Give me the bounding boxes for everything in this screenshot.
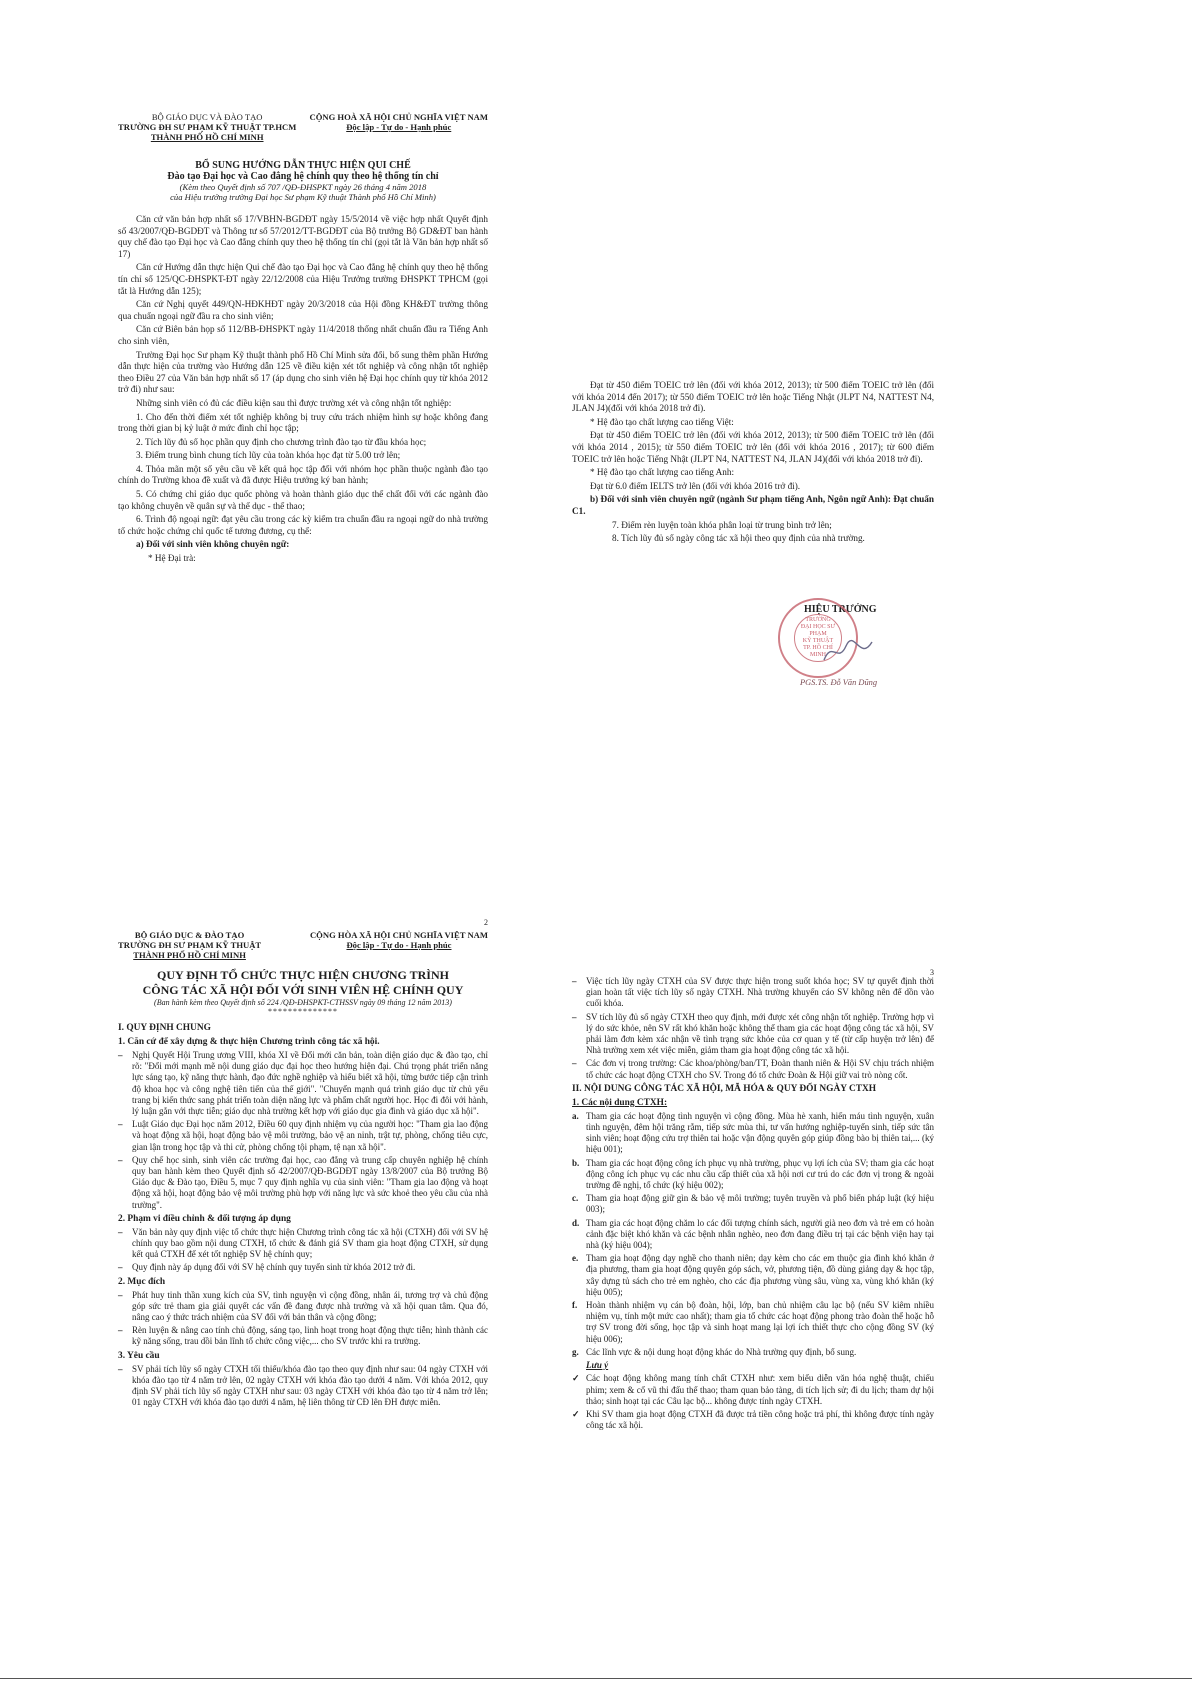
paragraph: Những sinh viên có đủ các điều kiện sau thì được trường xét và công nhận tốt nghiệp:: [136, 397, 452, 408]
list-item: – SV tích lũy đủ số ngày CTXH theo quy định, mới được xét công nhận tốt nghiệp. Trường hợp vì lý do sức khỏe, nên SV rất khó khăn hoặc không thể tham gia các hoạt động công tác xã hội, SV phải làm đơn kèm xác nhận về tình trạng sức khỏe của cơ quan y tế (từ cấp huyện trở lên) để Nhà trường xem xét việc miễn, giảm tham gia hoạt động công tác xã hội.: [572, 1011, 934, 1056]
paragraph: 8. Tích lũy đủ số ngày công tác xã hội theo quy định của nhà trường.: [612, 533, 865, 544]
lettered-item: [572, 1218, 934, 1252]
country-name: CỘNG HOÀ XÃ HỘI CHỦ NGHĨA VIỆT NAM: [309, 112, 488, 122]
paragraph: b) Đối với sinh viên chuyên ngữ (ngành Sư phạm tiếng Anh, Ngôn ngữ Anh): Đạt chuẩn C1.: [572, 494, 934, 516]
lettered-item: [572, 1347, 934, 1358]
item-text: Tham gia các hoạt động chăm lo các đối tượng chính sách, người già neo đơn và trẻ em có hoàn cảnh đặc biệt khó khăn và các bệnh nhân nghèo, neo đơn đang điều trị tại các bệnh viện hay tại nhà (ký hiệu 004);: [586, 1217, 934, 1251]
list-item-text: SV phải tích lũy số ngày CTXH tối thiểu/khóa đào tạo theo quy định như sau: 04 ngày CTXH với khóa đào tạo từ 4 năm trở lên, 02 ngày CTXH với khóa đào tạo dưới 4 năm. Với khóa 2012, quy định SV phải tích lũy số ngày CTXH như sau: 03 ngày CTXH với khóa đào tạo từ 4 năm trở lên; 01 ngày CTXH với khóa đào tạo dưới 4 năm, hệ liên thông từ CĐ lên ĐH được miễn.: [132, 1363, 488, 1408]
list-item: – Quy định này áp dụng đối với SV hệ chính quy tuyển sinh từ khóa 2012 trở đi.: [118, 1262, 488, 1273]
check-item: [572, 1409, 934, 1431]
school-name: TRƯỜNG ĐH SƯ PHẠM KỸ THUẬT: [118, 940, 262, 950]
check-item-text: Khi SV tham gia hoạt động CTXH đã được trả tiền công hoặc trả phí, thì không được tính ngày công tác xã hội.: [586, 1408, 934, 1431]
lettered-item: [572, 1111, 934, 1156]
list-item-text: Luật Giáo dục Đại học năm 2012, Điều 60 quy định nhiệm vụ của người học: "Tham gia lao động và hoạt động xã hội, hoạt động bảo vệ môi trường, bảo vệ an ninh, trật tự, phòng, chống tiêu cực, gian lận trong học tập và thi cử, phòng chống tội phạm, tệ nạn xã hội".: [132, 1119, 488, 1152]
stamp-line: ĐẠI HỌC SƯ PHẠM: [800, 624, 836, 637]
list-item: – Rèn luyện & nâng cao tính chủ động, sáng tạo, linh hoạt trong hoạt động thực tiễn; hình thành các kỹ năng sống, trau dồi bản lĩnh tổ chức công việc,... cho SV trước khi ra trường.: [118, 1325, 488, 1347]
page-2: [572, 380, 934, 700]
paragraph: Trường Đại học Sư phạm Kỹ thuật thành phố Hồ Chí Minh sửa đổi, bổ sung thêm phần Hướng dẫn thực hiện của trường vào Hướng dẫn 125 về điều kiện xét tốt nghiệp và công nhận tốt nghiệp theo Điều 27 của Văn bản hợp nhất số 17 (áp dụng cho sinh viên hệ Đại học chính quy từ khóa 2012 trở đi) như sau:: [118, 349, 488, 395]
item-marker: g.: [572, 1346, 579, 1357]
check-item: [572, 1373, 934, 1407]
section-heading: II. NỘI DUNG CÔNG TÁC XÃ HỘI, MÃ HÓA & QUY ĐỔI NGÀY CTXH: [572, 1083, 877, 1094]
section-heading: I. QUY ĐỊNH CHUNG: [118, 1023, 211, 1033]
school-city: THÀNH PHỐ HỒ CHÍ MINH: [133, 950, 246, 960]
signature-scribble: [820, 636, 880, 666]
section-heading: 1. Căn cứ để xây dựng & thực hiện Chương trình công tác xã hội.: [118, 1037, 380, 1047]
item-marker: b.: [572, 1157, 580, 1168]
item-text: Tham gia hoạt động dạy nghề cho thanh niên; dạy kèm cho các em thuộc gia đình khó khăn ở địa phương, tham gia hoạt động quyên góp sách, vở, phương tiện, đồ dùng giảng dạy & học tập, xây dựng tủ sách cho trẻ em nghèo, cho các địa phương vùng sâu, vùng xa, vùng khó khăn (ký hiệu 005);: [586, 1253, 934, 1297]
list-item: – Nghị Quyết Hội Trung ương VIII, khóa XI về Đổi mới căn bản, toàn diện giáo dục & đào tạo, chỉ rõ: "Đổi mới mạnh mẽ nội dung giáo dục đại học theo hướng hiện đại. Chú trọng phát triển năng lực sáng tạo, kỹ năng thực hành, đạo đức nghề nghiệp và hiểu biết xã hội, từng bước tiếp cận trình độ khoa học và công nghệ tiên tiến của thế giới". "Chuyển mạnh quá trình giáo dục từ chủ yếu trang bị kiến thức sang phát triển toàn diện năng lực và phẩm chất người học. Học đi đôi với hành, lý luận gắn với thực tiễn; giáo dục nhà trường kết hợp với giáo dục gia đình và giáo dục xã hội".: [118, 1050, 488, 1117]
item-text: Hoàn thành nhiệm vụ cán bộ đoàn, hội, lớp, ban chủ nhiệm câu lạc bộ (nếu SV kiêm nhiều nhiệm vụ, tính một mức cao nhất); tham gia tổ chức các hoạt động phong trào đoàn thể hoặc hỗ trợ SV trong đời sống, học tập và sinh hoạt mang lại lợi ích thiết thực cho cộng đồng SV (ký hiệu 006);: [586, 1300, 934, 1344]
header-left: [118, 930, 261, 960]
page-1-header: [118, 112, 488, 142]
check-icon: ✓: [572, 1373, 580, 1384]
he-dai-tra: * Hệ Đại trà:: [148, 553, 196, 564]
paragraph: 3. Điểm trung bình chung tích lũy của toàn khóa học đạt từ 5.00 trở lên;: [136, 450, 401, 461]
paragraph: 6. Trình độ ngoại ngữ: đạt yêu cầu trong các kỳ kiểm tra chuẩn đầu ra ngoại ngữ do nhà trường tổ chức hoặc chứng chỉ quốc tế tương đương, cụ thể:: [118, 514, 488, 536]
list-item-text: Quy định này áp dụng đối với SV hệ chính quy tuyển sinh từ khóa 2012 trở đi.: [132, 1262, 416, 1273]
item-marker: f.: [572, 1300, 578, 1311]
signer-name: PGS.TS. Đỗ Văn Dũng: [800, 678, 878, 687]
list-item: – Việc tích lũy ngày CTXH của SV được thực hiện trong suốt khóa học; SV tự quyết định thời gian hoàn tất việc tích lũy số ngày CTXH. Nhà trường khuyến cáo SV không nên để dồn vào cuối khóa.: [572, 976, 934, 1009]
paragraph: * Hệ đào tạo chất lượng cao tiếng Việt:: [590, 416, 734, 427]
list-item-text: Rèn luyện & nâng cao tính chủ động, sáng tạo, linh hoạt trong hoạt động thực tiễn; hình thành các kỹ năng sống, trau dồi bản lĩnh tổ chức công việc,... cho SV trước khi ra trường.: [132, 1325, 488, 1347]
paragraph: 7. Điểm rèn luyện toàn khóa phân loại từ trung bình trở lên;: [612, 519, 832, 530]
list-item: – SV phải tích lũy số ngày CTXH tối thiểu/khóa đào tạo theo quy định như sau: 04 ngày CTXH với khóa đào tạo từ 4 năm trở lên, 02 ngày CTXH với khóa đào tạo dưới 4 năm. Với khóa 2012, quy định SV phải tích lũy số ngày CTXH như sau: 03 ngày CTXH với khóa đào tạo từ 4 năm trở lên; 01 ngày CTXH với khóa đào tạo dưới 4 năm, hệ liên thông từ CĐ lên ĐH được miễn.: [118, 1363, 488, 1408]
section-heading: 2. Phạm vi điều chỉnh & đối tượng áp dụng: [118, 1213, 291, 1224]
list-item: – Phát huy tinh thần xung kích của SV, tình nguyện vì cộng đồng, nhân ái, tương trợ và chủ động góp sức trẻ tham gia giải quyết các vấn đề đang được nhà trường và xã hội quan tâm. Qua đó, nâng cao ý thức trách nhiệm của SV đối với bản thân và cộng đồng;: [118, 1289, 488, 1323]
section-heading: 1. Các nội dung CTXH:: [572, 1097, 668, 1108]
list-item-text: Quy chế học sinh, sinh viên các trường đại học, cao đẳng và trung cấp chuyên nghiệp hệ chính quy ban hành kèm theo Quyết định số 42/2007/QĐ-BGDĐT ngày 13/8/2007 của Bộ trưởng Bộ Giáo dục & Đào tạo, Điều 5, mục 7 quy định nghĩa vụ của sinh viên: "Tham gia lao động và hoạt động xã hội, hoạt động bảo vệ môi trường phù hợp với năng lực và sức khoẻ theo yêu cầu của nhà trường".: [132, 1154, 488, 1210]
header-right: [310, 930, 488, 960]
motto: Độc lập - Tự do - Hạnh phúc: [346, 940, 452, 950]
signer-title: HIỆU TRƯỞNG: [804, 604, 877, 615]
paragraph: Căn cứ Nghị quyết 449/QN-HĐKHĐT ngày 20/3/2018 của Hội đồng KH&ĐT trường thông qua chuẩn ngoại ngữ đầu ra cho sinh viên;: [118, 299, 488, 321]
list-item: – Quy chế học sinh, sinh viên các trường đại học, cao đẳng và trung cấp chuyên nghiệp hệ chính quy ban hành kèm theo Quyết định số 42/2007/QĐ-BGDĐT ngày 13/8/2007 của Bộ trưởng Bộ Giáo dục & Đào tạo, Điều 5, mục 7 quy định nghĩa vụ của sinh viên: "Tham gia lao động và hoạt động xã hội, hoạt động bảo vệ môi trường phù hợp với năng lực và sức khoẻ theo yêu cầu của nhà trường".: [118, 1154, 488, 1210]
doc-title-2: CÔNG TÁC XÃ HỘI ĐỐI VỚI SINH VIÊN HỆ CHÍNH QUY: [142, 983, 464, 997]
list-item-text: Các đơn vị trong trường: Các khoa/phòng/ban/TT, Đoàn thanh niên & Hội SV chịu trách nhiệm tổ chức các hoạt động CTXH cho SV. Trong đó tổ chức Đoàn & Hội giữ vai trò nòng cốt.: [586, 1058, 934, 1080]
ministry-name: BỘ GIÁO DỤC VÀ ĐÀO TẠO: [151, 112, 263, 122]
stamp-line: KỸ THUẬT: [802, 638, 834, 644]
item-marker: c.: [572, 1193, 579, 1204]
scan-edge-line: [0, 1678, 1192, 1679]
item-text: Tham gia hoạt động giữ gìn & bảo vệ môi trường; tuyên truyền và phổ biến pháp luật (ký hiệu 003);: [586, 1193, 934, 1215]
page-number: 3: [930, 968, 934, 977]
page-4: [572, 968, 934, 1433]
item-text: Các lĩnh vực & nội dung hoạt động khác do Nhà trường quy định, bổ sung.: [586, 1346, 857, 1357]
paragraph: Căn cứ Biên bản họp số 112/BB-ĐHSPKT ngày 11/4/2018 thống nhất chuẩn đầu ra Tiếng Anh cho sinh viên,: [118, 324, 488, 346]
decree-line: (Kèm theo Quyết định số 707 /QĐ-ĐHSPKT ngày 26 tháng 4 năm 2018: [179, 182, 427, 192]
country-name: CỘNG HÒA XÃ HỘI CHỦ NGHĨA VIỆT NAM: [309, 930, 488, 940]
paragraph: 2. Tích lũy đủ số học phần quy định cho chương trình đào tạo từ đầu khóa học;: [136, 436, 427, 447]
list-item: – Luật Giáo dục Đại học năm 2012, Điều 60 quy định nhiệm vụ của người học: "Tham gia lao động và hoạt động xã hội, hoạt động bảo vệ môi trường, bảo vệ an ninh, trật tự, phòng, chống tiêu cực, gian lận trong học tập và thi cử, phòng chống tội phạm, tệ nạn xã hội".: [118, 1119, 488, 1152]
page-1: [118, 112, 488, 567]
paragraph: Đạt từ 450 điểm TOEIC trở lên (đối với khóa 2012, 2013); từ 500 điểm TOEIC trở lên (đối với khóa 2014 , 2015); từ 550 điểm TOEIC trở lên (đối với khóa 2016 , 2017); từ 600 điểm TOEIC trở lên hoặc Tiếng Nhật (JLPT N4, NATTEST N4, JLAN J4)(đối với khóa 2018 trở đi).: [572, 430, 934, 464]
stamp-line: TP. HỒ CHÍ MINH: [803, 645, 833, 658]
item-marker: e.: [572, 1253, 579, 1264]
lettered-item: [572, 1300, 934, 1345]
school-name: TRƯỜNG ĐH SƯ PHẠM KỸ THUẬT TP.HCM: [118, 122, 297, 132]
doc-title: QUY ĐỊNH TỔ CHỨC THỰC HIỆN CHƯƠNG TRÌNH: [157, 968, 449, 982]
ministry-name: BỘ GIÁO DỤC & ĐÀO TẠO: [134, 930, 245, 940]
paragraph: * Hệ đào tạo chất lượng cao tiếng Anh:: [590, 467, 735, 478]
note-heading: [572, 1360, 934, 1371]
paragraph: 4. Thỏa mãn một số yêu cầu về kết quả học tập đối với nhóm học phần thuộc ngành đào tạo chính do Trường khoa đề xuất và đã được Hiệu trưởng ký ban hành;: [118, 463, 488, 486]
paragraph: Căn cứ văn bản hợp nhất số 17/VBHN-BGDĐT ngày 15/5/2014 về việc hợp nhất Quyết định số 43/2007/QĐ-BGDĐT và Thông tư số 57/2012/TT-BGDĐT của Bộ trưởng Bộ GD&ĐT ban hành quy chế đào tạo Đại học và Cao đẳng chính quy theo hệ thống tín chỉ (gọi tắt là Văn bản hợp nhất số 17): [118, 214, 488, 259]
item-text: Tham gia các hoạt động công ích phục vụ nhà trường, phục vụ lợi ích của SV; tham gia các hoạt động công ích phục vụ các nhu cầu cấp thiết của xã hội nơi cư trú do các đơn vị trong & ngoài trường đề nghị, tổ chức (ký hiệu 002);: [586, 1157, 934, 1191]
list-item: – Văn bản này quy định việc tổ chức thực hiện Chương trình công tác xã hội (CTXH) đối với SV hệ chính quy bao gồm nội dung CTXH, tổ chức & đánh giá SV tham gia hoạt động CTXH, sử dụng kết quả CTXH để xét tốt nghiệp SV hệ chính quy;: [118, 1226, 488, 1260]
page-number: 2: [484, 918, 488, 927]
list-item-text: SV tích lũy đủ số ngày CTXH theo quy định, mới được xét công nhận tốt nghiệp. Trường hợp vì lý do sức khỏe, nên SV rất khó khăn hoặc không thể tham gia các hoạt động công tác xã hội, SV phải làm đơn kèm xác nhận về tình trạng sức khỏe của cơ quan y tế (từ cấp huyện trở lên) để Nhà trường xem xét việc miễn, giảm tham gia hoạt động công tác xã hội.: [586, 1011, 934, 1056]
school-city: THÀNH PHỐ HỒ CHÍ MINH: [150, 132, 264, 142]
list-item-text: Phát huy tinh thần xung kích của SV, tình nguyện vì cộng đồng, nhân ái, tương trợ và chủ động góp sức trẻ tham gia giải quyết các vấn đề đang được nhà trường và xã hội quan tâm. Qua đó, nâng cao ý thức trách nhiệm của SV đối với bản thân và cộng đồng;: [132, 1289, 488, 1323]
motto: Độc lập - Tự do - Hạnh phúc: [346, 122, 452, 132]
list-item-text: Nghị Quyết Hội Trung ương VIII, khóa XI về Đổi mới căn bản, toàn diện giáo dục & đào tạo, chỉ rõ: "Đổi mới mạnh mẽ nội dung giáo dục đại học theo hướng hiện đại. Chú trọng phát triển năng lực sáng tạo, kỹ năng thực hành, đạo đức nghề nghiệp và hiểu biết xã hội, từng bước tiếp cận trình độ khoa học và công nghệ tiên tiến của thế giới". "Chuyển mạnh quá trình giáo dục từ chủ yếu trang bị kiến thức sang phát triển toàn diện năng lực và phẩm chất người học. Học đi đôi với hành, lý luận gắn với thực tiễn; giáo dục nhà trường kết hợp với giáo dục gia đình và giáo dục xã hội".: [132, 1050, 488, 1117]
lettered-item: [572, 1158, 934, 1192]
paragraph: Đạt từ 450 điểm TOEIC trở lên (đối với khóa 2012, 2013); từ 500 điểm TOEIC trở lên (đối với khóa 2014 đến 2017); từ 550 điểm TOEIC trở lên hoặc Tiếng Nhật (JLPT N4, NATTEST N4, JLAN J4)(đối với khóa 2018 trở đi).: [572, 380, 934, 414]
lettered-item: [572, 1193, 934, 1215]
doc-subtitle: Đào tạo Đại học và Cao đẳng hệ chính quy theo hệ thống tín chỉ: [167, 171, 439, 182]
paragraph: Căn cứ Hướng dẫn thực hiện Qui chế đào tạo Đại học và Cao đẳng hệ chính quy theo hệ thống tín chỉ số 125/QC-ĐHSPKT-ĐT ngày 22/12/2008 của Hiệu Trưởng trường ĐHSPKT TPHCM (gọi tắt là Hướng dẫn 125);: [118, 262, 488, 296]
paragraph: Đạt từ 6.0 điểm IELTS trở lên (đối với khóa 2016 trở đi).: [590, 480, 801, 491]
list-item-text: Văn bản này quy định việc tổ chức thực hiện Chương trình công tác xã hội (CTXH) đối với SV hệ chính quy bao gồm nội dung CTXH, tổ chức & đánh giá SV tham gia hoạt động CTXH, sử dụng kết quả CTXH để xét tốt nghiệp SV hệ chính quy;: [132, 1226, 488, 1260]
list-item-text: Việc tích lũy ngày CTXH của SV được thực hiện trong suốt khóa học; SV tự quyết định thời gian hoàn tất việc tích lũy số ngày CTXH. Nhà trường khuyến cáo SV không nên để dồn vào cuối khóa.: [586, 976, 934, 1009]
header-right: [310, 112, 489, 142]
doc-title: BỔ SUNG HƯỚNG DẪN THỰC HIỆN QUI CHẾ: [195, 160, 411, 171]
stars-divider: **************: [268, 1007, 338, 1016]
list-item: – Các đơn vị trong trường: Các khoa/phòng/ban/TT, Đoàn thanh niên & Hội SV chịu trách nhiệm tổ chức các hoạt động CTXH cho SV. Trong đó tổ chức Đoàn & Hội giữ vai trò nòng cốt.: [572, 1058, 934, 1080]
stamp-line: TRƯỜNG: [805, 617, 831, 623]
page-3: [118, 918, 488, 1410]
page-3-header: [118, 918, 488, 960]
note-heading-text: Lưu ý: [586, 1360, 609, 1371]
item-marker: a.: [572, 1110, 579, 1121]
header-left: [118, 112, 296, 142]
decree-line-2: của Hiệu trưởng trường Đại học Sư phạm Kỹ thuật Thành phố Hồ Chí Minh): [170, 192, 436, 202]
check-item-text: Các hoạt động không mang tính chất CTXH như: xem biểu diễn văn hóa nghệ thuật, chiếu phim; xem & cổ vũ thi đấu thể thao; tham quan bảo tàng, di tích lịch sử; đi du lịch; tham dự hội thảo; sinh hoạt tại các Câu lạc bộ... không được tính ngày CTXH.: [586, 1373, 934, 1406]
item-text: Tham gia các hoạt động tình nguyện vì cộng đồng. Mùa hè xanh, hiến máu tình nguyện, xuân tình nguyện, đêm hội trăng rằm, tiếp sức mùa thi, tư vấn hướng nghiệp-tuyển sinh, tiếp sức tân sinh viên; hoạt động cứu trợ thiên tai hoặc vận động quyên góp giúp đồng bào bị thiên tai,... (ký hiệu 001);: [586, 1110, 934, 1155]
item-marker: d.: [572, 1217, 580, 1228]
subsection-a: a) Đối với sinh viên không chuyên ngữ:: [136, 539, 290, 550]
decree-line: (Ban hành kèm theo Quyết định số 224 /QĐ-ĐHSPKT-CTHSSV ngày 09 tháng 12 năm 2013): [154, 998, 452, 1007]
section-heading: 2. Mục đích: [118, 1276, 166, 1287]
lettered-item: [572, 1253, 934, 1298]
paragraph: 5. Có chứng chỉ giáo dục quốc phòng và hoàn thành giáo dục thể chất đối với các ngành đào tạo không chuyên về quân sự và thể dục - thể thao;: [118, 489, 488, 511]
paragraph: 1. Cho đến thời điểm xét tốt nghiệp không bị truy cứu trách nhiệm hình sự hoặc không đang trong thời gian bị kỷ luật ở mức đình chỉ học tập;: [118, 411, 488, 434]
section-heading: 3. Yêu cầu: [118, 1350, 160, 1361]
check-icon: ✓: [572, 1408, 580, 1419]
